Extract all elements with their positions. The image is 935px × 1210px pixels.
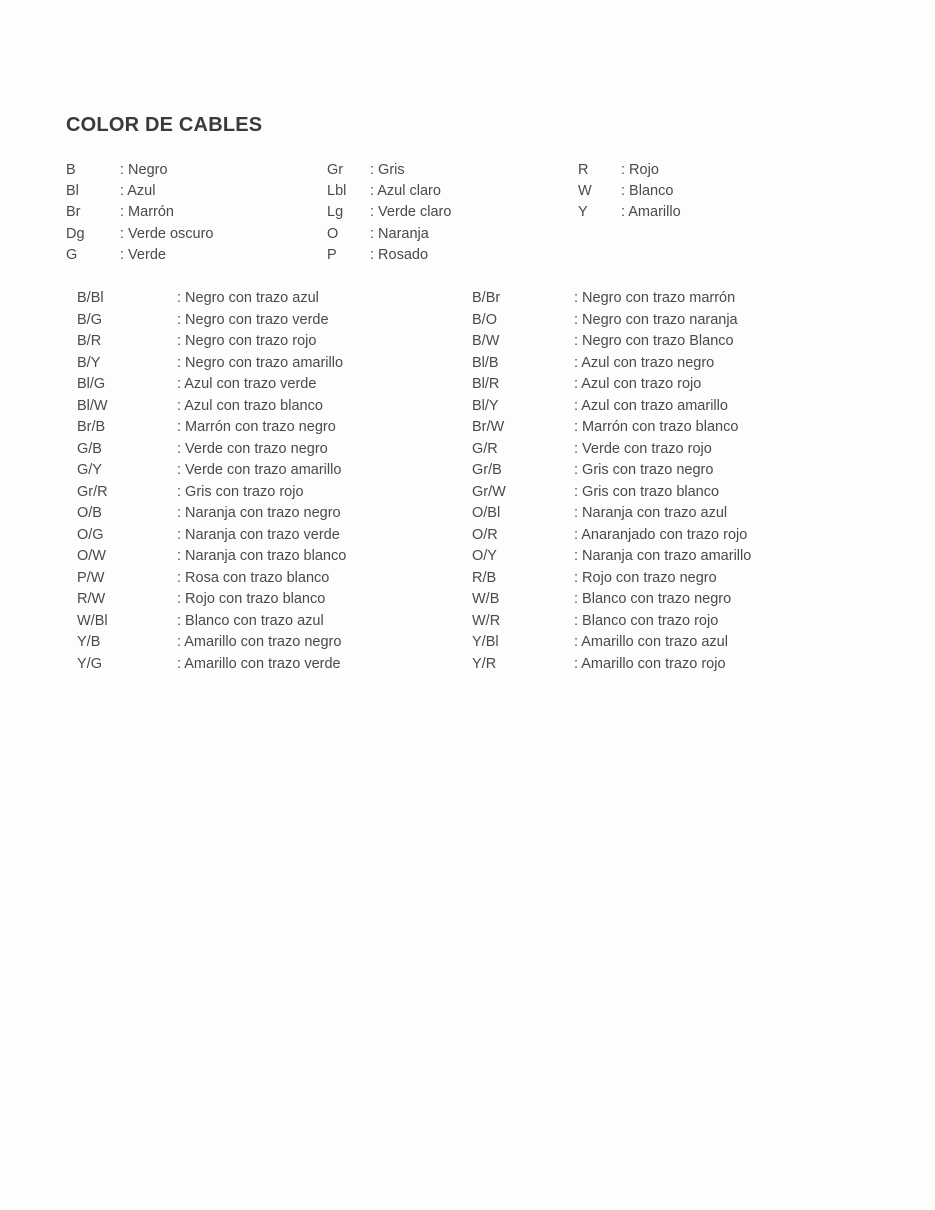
color-code: Y/Bl bbox=[472, 634, 499, 650]
color-code: B bbox=[66, 162, 76, 178]
color-description: : Blanco con trazo azul bbox=[177, 612, 324, 629]
color-description: : Negro con trazo naranja bbox=[574, 311, 738, 328]
color-description: : Negro bbox=[120, 162, 168, 178]
color-code: G/B bbox=[77, 440, 102, 457]
color-code: Gr/B bbox=[472, 462, 502, 478]
color-code: Bl/G bbox=[77, 376, 106, 392]
color-code: Bl bbox=[66, 183, 79, 200]
color-code: P bbox=[327, 246, 337, 263]
color-description: : Azul claro bbox=[370, 183, 441, 200]
color-description: : Verde con trazo negro bbox=[177, 440, 328, 457]
color-description: : Amarillo bbox=[621, 204, 681, 221]
color-description: : Negro con trazo verde bbox=[177, 311, 329, 328]
color-description: : Blanco bbox=[621, 183, 674, 200]
color-code: Gr/R bbox=[77, 483, 108, 500]
color-description: : Marrón bbox=[120, 204, 174, 221]
color-code: B/O bbox=[472, 311, 497, 328]
color-code: Y bbox=[578, 204, 588, 221]
color-code: B/G bbox=[77, 311, 102, 328]
color-description: : Naranja con trazo negro bbox=[177, 505, 341, 521]
color-description: : Rojo bbox=[621, 162, 659, 178]
color-description: : Amarillo con trazo rojo bbox=[574, 655, 726, 672]
color-code: B/W bbox=[472, 333, 500, 349]
color-code: O/Y bbox=[472, 548, 497, 564]
color-description: : Gris bbox=[370, 162, 405, 178]
color-code: B/Bl bbox=[77, 290, 104, 306]
color-description: : Verde claro bbox=[370, 204, 452, 221]
color-description: : Marrón con trazo blanco bbox=[574, 419, 739, 435]
color-code: W/R bbox=[472, 612, 501, 629]
color-code: W bbox=[578, 183, 592, 200]
color-description: : Verde con trazo rojo bbox=[574, 440, 712, 457]
color-code: R/W bbox=[77, 591, 106, 607]
color-description: : Anaranjado con trazo rojo bbox=[574, 526, 748, 543]
color-description: : Naranja bbox=[370, 225, 429, 242]
color-description: : Negro con trazo amarillo bbox=[177, 354, 344, 371]
color-description: : Amarillo con trazo negro bbox=[177, 634, 342, 650]
color-code: R/B bbox=[472, 569, 497, 586]
color-code: Dg bbox=[66, 225, 85, 242]
color-code: P/W bbox=[77, 569, 105, 586]
color-code: B/Br bbox=[472, 290, 501, 306]
color-code: O/R bbox=[472, 526, 498, 543]
color-code: B/Y bbox=[77, 354, 101, 371]
color-code: Lbl bbox=[327, 183, 347, 200]
color-code: G/Y bbox=[77, 462, 102, 478]
color-description: : Naranja con trazo amarillo bbox=[574, 548, 752, 564]
color-code: W/Bl bbox=[77, 612, 108, 629]
color-code: Gr bbox=[327, 162, 344, 178]
color-code: O bbox=[327, 225, 339, 242]
color-code: Bl/R bbox=[472, 376, 500, 392]
color-description: : Naranja con trazo blanco bbox=[177, 548, 347, 564]
color-code: Gr/W bbox=[472, 483, 506, 500]
color-description: : Rosado bbox=[370, 246, 429, 263]
color-code: O/W bbox=[77, 548, 106, 564]
color-code: Br/B bbox=[77, 419, 106, 435]
color-description: : Gris con trazo negro bbox=[574, 462, 714, 478]
color-code: O/Bl bbox=[472, 505, 501, 521]
color-code: Bl/Y bbox=[472, 397, 499, 414]
color-description: : Gris con trazo rojo bbox=[177, 483, 304, 500]
color-code: B/R bbox=[77, 333, 102, 349]
color-description: : Azul con trazo negro bbox=[574, 354, 715, 371]
color-code: W/B bbox=[472, 591, 500, 607]
color-code: Y/B bbox=[77, 634, 101, 650]
color-code: G/R bbox=[472, 440, 498, 457]
color-description: : Azul bbox=[120, 183, 156, 200]
color-description: : Negro con trazo rojo bbox=[177, 333, 317, 349]
color-code: Bl/W bbox=[77, 397, 108, 414]
color-code: Lg bbox=[327, 204, 344, 221]
color-description: : Rosa con trazo blanco bbox=[177, 569, 330, 586]
color-code: Y/R bbox=[472, 655, 497, 672]
color-code: Br/W bbox=[472, 419, 505, 435]
color-code: Br bbox=[66, 204, 81, 221]
color-description: : Negro con trazo azul bbox=[177, 290, 319, 306]
color-code: G bbox=[66, 246, 78, 263]
color-description: : Negro con trazo marrón bbox=[574, 290, 736, 306]
color-description: : Marrón con trazo negro bbox=[177, 419, 336, 435]
color-description: : Rojo con trazo blanco bbox=[177, 591, 326, 607]
color-description: : Amarillo con trazo azul bbox=[574, 634, 728, 650]
color-description: : Azul con trazo rojo bbox=[574, 376, 702, 392]
color-description: : Amarillo con trazo verde bbox=[177, 655, 341, 672]
color-description: : Negro con trazo Blanco bbox=[574, 333, 734, 349]
color-description: : Azul con trazo verde bbox=[177, 376, 317, 392]
color-description: : Azul con trazo blanco bbox=[177, 397, 323, 414]
color-description: : Blanco con trazo negro bbox=[574, 591, 732, 607]
color-description: : Blanco con trazo rojo bbox=[574, 612, 719, 629]
color-description: : Verde oscuro bbox=[120, 225, 214, 242]
page-title: COLOR DE CABLES bbox=[66, 114, 263, 136]
color-code: R bbox=[578, 162, 589, 178]
color-description: : Verde bbox=[120, 246, 166, 263]
color-code: O/G bbox=[77, 526, 104, 543]
color-description: : Naranja con trazo verde bbox=[177, 526, 340, 543]
color-code: O/B bbox=[77, 505, 102, 521]
color-description: : Rojo con trazo negro bbox=[574, 569, 717, 586]
color-description: : Azul con trazo amarillo bbox=[574, 397, 728, 414]
color-description: : Gris con trazo blanco bbox=[574, 483, 720, 500]
color-code: Bl/B bbox=[472, 354, 499, 371]
color-description: : Naranja con trazo azul bbox=[574, 505, 728, 521]
color-description: : Verde con trazo amarillo bbox=[177, 462, 342, 478]
color-code: Y/G bbox=[77, 655, 102, 672]
